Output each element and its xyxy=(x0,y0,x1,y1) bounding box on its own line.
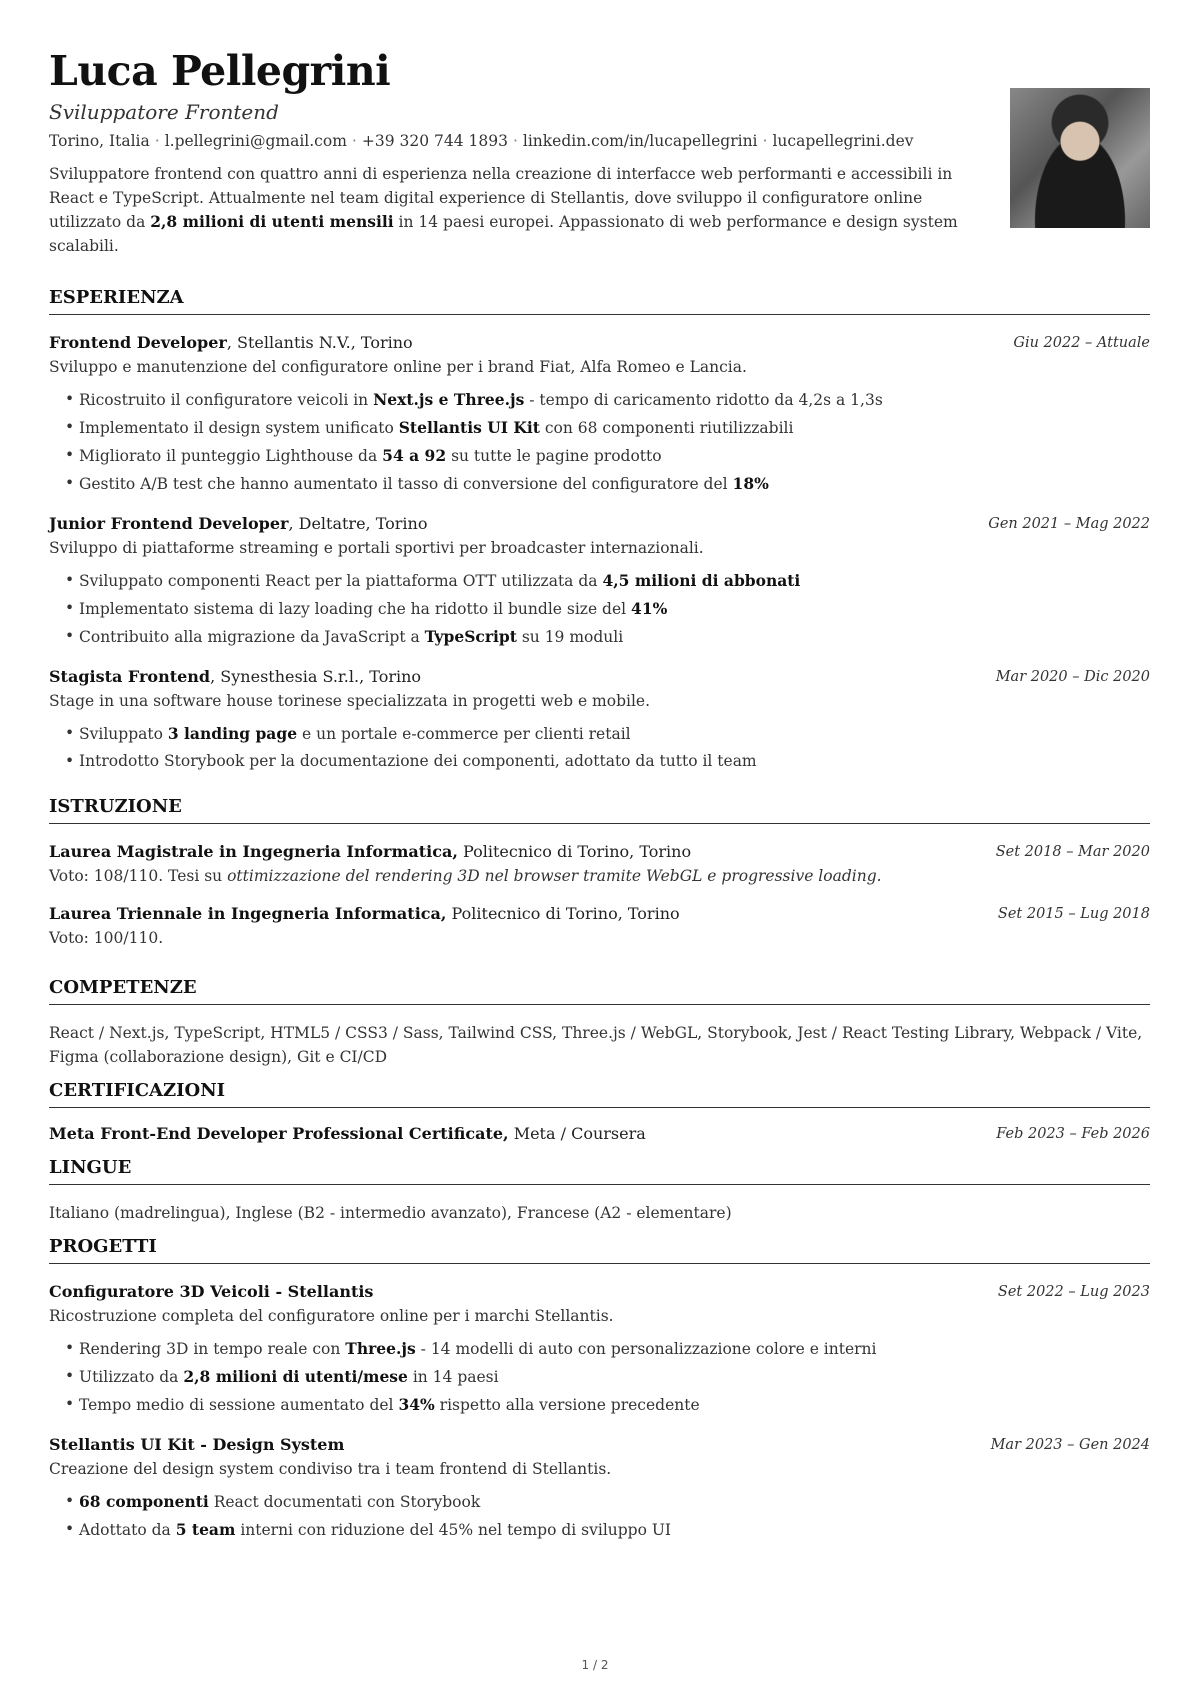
projects-list xyxy=(49,1280,1150,1544)
entry-role: Stellantis UI Kit - Design System xyxy=(49,1435,345,1454)
entry-title xyxy=(49,1433,344,1457)
text: Sviluppato componenti React per la piattaforma OTT utilizzata da xyxy=(79,572,603,590)
entry xyxy=(49,902,1150,950)
summary xyxy=(49,163,979,258)
cert-date: Feb 2023 – Feb 2026 xyxy=(996,1126,1150,1142)
entry-date: Mar 2023 – Gen 2024 xyxy=(990,1437,1150,1453)
separator: · xyxy=(512,132,518,150)
section-experience: ESPERIENZA xyxy=(49,286,1150,315)
text: Adottato da xyxy=(79,1521,176,1539)
entry-description: Ricostruzione completa del configuratore online per i marchi Stellantis. xyxy=(49,1307,614,1325)
entry-org: Politecnico di Torino, Torino xyxy=(457,842,692,861)
text: rispetto alla versione precedente xyxy=(434,1396,700,1414)
bullet-item xyxy=(79,1391,1150,1419)
entry-role: Frontend Developer xyxy=(49,333,227,352)
entry-description xyxy=(49,926,1150,950)
entry-org: , Stellantis N.V., Torino xyxy=(226,333,413,352)
text: Voto: 108/110. Tesi su xyxy=(49,867,228,885)
text: Introdotto Storybook per la documentazione dei componenti, adottato da tutto il team xyxy=(79,752,757,770)
text: Migliorato il punteggio Lighthouse da xyxy=(79,447,383,465)
text: su tutte le pagine prodotto xyxy=(446,447,662,465)
bold-text: 3 landing page xyxy=(167,724,298,743)
bullet-item xyxy=(79,1488,1150,1516)
entry-description: Sviluppo di piattaforme streaming e portali sportivi per broadcaster internazionali. xyxy=(49,539,704,557)
bullet-item xyxy=(79,1335,1150,1363)
profile-photo xyxy=(1010,88,1150,228)
entry-role: Laurea Magistrale in Ingegneria Informatica, xyxy=(49,842,458,861)
bullet-item xyxy=(79,567,1150,595)
entry-date: Mar 2020 – Dic 2020 xyxy=(995,669,1150,685)
entry-title xyxy=(49,1280,373,1304)
text: e un portale e-commerce per clienti retail xyxy=(297,725,631,743)
entry-header xyxy=(49,665,1150,689)
bullet-list xyxy=(79,386,1150,498)
contact-item: Torino, Italia xyxy=(49,132,150,150)
bold-text: 54 a 92 xyxy=(382,446,447,465)
entry-title xyxy=(49,331,413,355)
entry-date: Set 2018 – Mar 2020 xyxy=(995,844,1150,860)
bullet-item xyxy=(79,720,1150,748)
skills-text: React / Next.js, TypeScript, HTML5 / CSS3 / Sass, Tailwind CSS, Three.js / WebGL, Storybook, Jest / React Testing Library, Webpack / Vite, Figma (collaborazione design), Git e CI/CD xyxy=(49,1024,1143,1066)
entry xyxy=(49,1280,1150,1419)
page-number: 1 / 2 xyxy=(581,1658,609,1672)
text: in 14 paesi europei. Appassionato di web performance e design system scalabili. xyxy=(49,213,958,255)
bullet-item xyxy=(79,748,1150,775)
text: Gestito A/B test che hanno aumentato il tasso di conversione del configuratore del xyxy=(79,475,733,493)
entry-org: , Deltatre, Torino xyxy=(288,514,428,533)
bullet-item xyxy=(79,1516,1150,1544)
bold-text: Next.js e Three.js xyxy=(373,390,525,409)
bullet-list xyxy=(79,720,1150,775)
bold-text: 68 componenti xyxy=(79,1492,209,1511)
experience-list xyxy=(49,331,1150,775)
bold-text: Three.js xyxy=(345,1339,416,1358)
text: su 19 moduli xyxy=(516,628,624,646)
entry-header xyxy=(49,1433,1150,1457)
bold-text: 18% xyxy=(732,474,769,493)
entry-role: Configuratore 3D Veicoli - Stellantis xyxy=(49,1282,374,1301)
entry-title xyxy=(49,902,680,926)
entry-header xyxy=(49,902,1150,926)
entry-title xyxy=(49,665,421,689)
bold-text: 5 team xyxy=(175,1520,236,1539)
bullet-list xyxy=(79,1488,1150,1544)
cert-name: Meta Front-End Developer Professional Certificate, xyxy=(49,1124,509,1143)
education-list xyxy=(49,840,1150,950)
text: Voto: 100/110. xyxy=(49,929,164,947)
entry-title xyxy=(49,512,427,536)
bullet-item xyxy=(79,595,1150,623)
cert-entry xyxy=(49,1122,1150,1146)
entry-date: Set 2015 – Lug 2018 xyxy=(997,906,1150,922)
section-certifications: CERTIFICAZIONI xyxy=(49,1079,1150,1108)
entry-title xyxy=(49,840,691,864)
section-skills: COMPETENZE xyxy=(49,976,1150,1005)
contact-item: lucapellegrini.dev xyxy=(772,132,914,150)
bullet-item xyxy=(79,442,1150,470)
entry xyxy=(49,331,1150,498)
bullet-list xyxy=(79,567,1150,651)
entry-header xyxy=(49,512,1150,536)
text: Ricostruito il configuratore veicoli in xyxy=(79,391,374,409)
text: con 68 componenti riutilizzabili xyxy=(539,419,794,437)
text: ottimizzazione del rendering 3D nel browser tramite WebGL e progressive loading. xyxy=(227,867,882,885)
text: - 14 modelli di auto con personalizzazione colore e interni xyxy=(415,1340,877,1358)
entry xyxy=(49,840,1150,888)
separator: · xyxy=(154,132,160,150)
text: Sviluppato xyxy=(79,725,168,743)
contact-line xyxy=(49,130,1150,152)
entry-date: Set 2022 – Lug 2023 xyxy=(997,1284,1150,1300)
text: Contribuito alla migrazione da JavaScript a xyxy=(79,628,425,646)
entry-header xyxy=(49,840,1150,864)
resume-page xyxy=(49,46,1150,1544)
entry-role: Laurea Triennale in Ingegneria Informatica, xyxy=(49,904,447,923)
bullet-item xyxy=(79,386,1150,414)
bullet-item xyxy=(79,1363,1150,1391)
entry-role: Junior Frontend Developer xyxy=(49,514,289,533)
entry-header xyxy=(49,331,1150,355)
entry xyxy=(49,512,1150,651)
entry-date: Gen 2021 – Mag 2022 xyxy=(988,516,1150,532)
text: Tempo medio di sessione aumentato del xyxy=(79,1396,399,1414)
entry xyxy=(49,665,1150,775)
entry-description: Stage in una software house torinese specializzata in progetti web e mobile. xyxy=(49,692,651,710)
text: - tempo di caricamento ridotto da 4,2s a 1,3s xyxy=(524,391,883,409)
text: React documentati con Storybook xyxy=(208,1493,481,1511)
text: Implementato il design system unificato xyxy=(79,419,399,437)
bold-text: 2,8 milioni di utenti/mese xyxy=(183,1367,408,1386)
bullet-list xyxy=(79,1335,1150,1419)
candidate-name: Luca Pellegrini xyxy=(49,47,391,95)
text: Implementato sistema di lazy loading che ha ridotto il bundle size del xyxy=(79,600,632,618)
text: in 14 paesi xyxy=(407,1368,499,1386)
entry-org: Politecnico di Torino, Torino xyxy=(446,904,680,923)
bullet-item xyxy=(79,470,1150,498)
bold-text: Stellantis UI Kit xyxy=(398,418,540,437)
job-title: Sviluppatore Frontend xyxy=(49,100,279,124)
section-projects: PROGETTI xyxy=(49,1235,1150,1264)
bullet-item xyxy=(79,623,1150,651)
bold-text: 4,5 milioni di abbonati xyxy=(602,571,801,590)
contact-item: linkedin.com/in/lucapellegrini xyxy=(522,132,758,150)
bold-text: 34% xyxy=(398,1395,435,1414)
text: Utilizzato da xyxy=(79,1368,184,1386)
entry-role: Stagista Frontend xyxy=(49,667,211,686)
bold-text: 2,8 milioni di utenti mensili xyxy=(150,212,394,231)
entry xyxy=(49,1433,1150,1544)
entry-date: Giu 2022 – Attuale xyxy=(1013,335,1150,351)
text: interni con riduzione del 45% nel tempo di sviluppo UI xyxy=(235,1521,672,1539)
contact-item: +39 320 744 1893 xyxy=(361,132,508,150)
entry-description xyxy=(49,864,1150,888)
entry-description: Creazione del design system condiviso tra i team frontend di Stellantis. xyxy=(49,1460,612,1478)
bold-text: TypeScript xyxy=(424,627,517,646)
languages-text: Italiano (madrelingua), Inglese (B2 - intermedio avanzato), Francese (A2 - elementare) xyxy=(49,1204,732,1222)
section-languages: LINGUE xyxy=(49,1156,1150,1185)
separator: · xyxy=(762,132,768,150)
text: Rendering 3D in tempo reale con xyxy=(79,1340,346,1358)
entry-description: Sviluppo e manutenzione del configuratore online per i brand Fiat, Alfa Romeo e Lancia. xyxy=(49,358,747,376)
entry-org: , Synesthesia S.r.l., Torino xyxy=(210,667,422,686)
bold-text: 41% xyxy=(631,599,668,618)
cert-org: Meta / Coursera xyxy=(508,1124,646,1143)
contact-item: l.pellegrini@gmail.com xyxy=(164,132,347,150)
section-education: ISTRUZIONE xyxy=(49,795,1150,824)
bullet-item xyxy=(79,414,1150,442)
text: Sviluppatore frontend con quattro anni di esperienza nella creazione di interfacce web performanti e accessibili in React e TypeScript. Attualmente nel team digital experience di Stellantis, dove sviluppo il configuratore online utilizzato da xyxy=(49,165,953,231)
separator: · xyxy=(351,132,357,150)
entry-header xyxy=(49,1280,1150,1304)
